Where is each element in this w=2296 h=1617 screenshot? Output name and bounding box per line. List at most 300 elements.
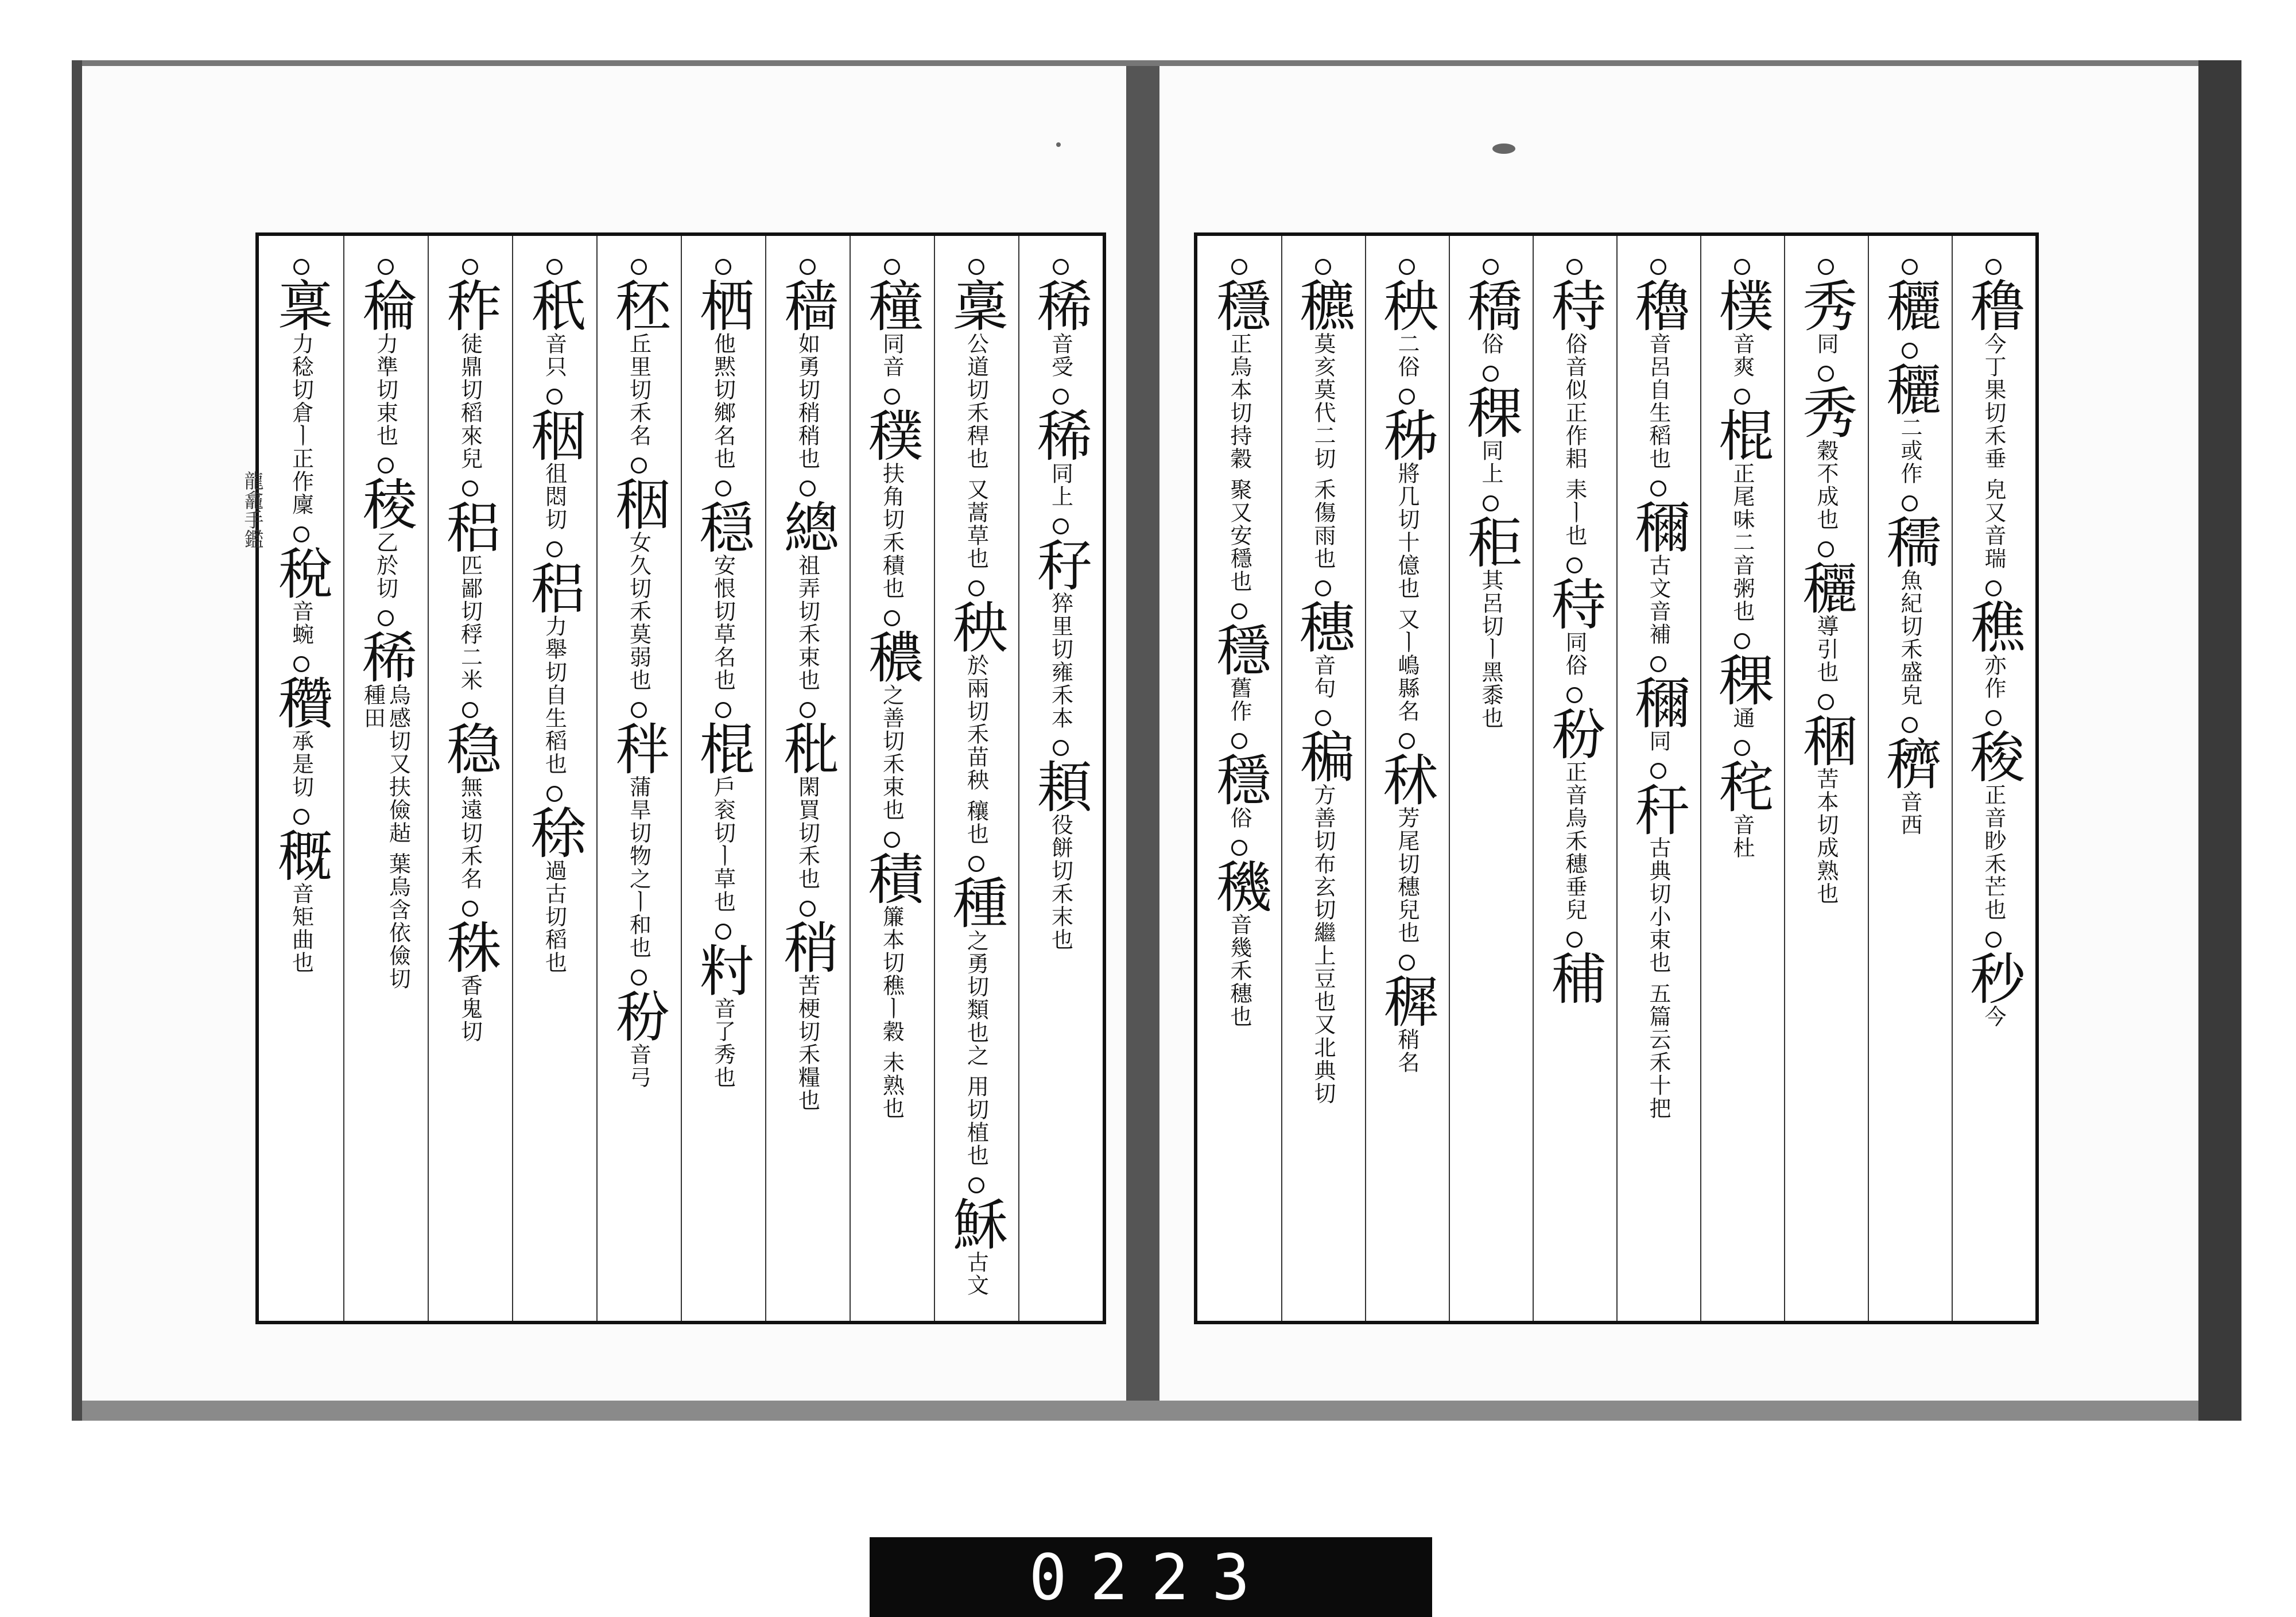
dictionary-entry bbox=[1627, 480, 1689, 646]
gloss-text: 女久切禾莫弱也 bbox=[626, 531, 651, 692]
headword: 頛 bbox=[1028, 758, 1093, 813]
column-rule bbox=[1018, 236, 1019, 1321]
headword: 穭 bbox=[1626, 277, 1690, 332]
column-rule bbox=[850, 236, 851, 1321]
text-column bbox=[604, 259, 673, 1099]
gloss-text: 音了秀也 bbox=[710, 997, 736, 1089]
headword: 秎 bbox=[606, 988, 671, 1043]
dictionary-entry bbox=[355, 610, 417, 1005]
headword: 稟 bbox=[269, 277, 333, 332]
left-page-edge bbox=[72, 60, 82, 1421]
entry-circle-icon bbox=[1053, 518, 1069, 534]
gloss-text: 過古切稻也 bbox=[541, 859, 567, 974]
gloss-text: 役餅切禾末也 bbox=[1048, 813, 1073, 951]
dictionary-entry bbox=[270, 656, 332, 798]
gloss-text: 正音烏禾穗垂兒 bbox=[1562, 761, 1587, 922]
headword: 稆 bbox=[522, 560, 587, 615]
headword: 稀 bbox=[353, 629, 418, 684]
dictionary-entry bbox=[1376, 733, 1438, 944]
dictionary-entry bbox=[1795, 541, 1857, 684]
gloss-text: 承是切 bbox=[288, 730, 314, 798]
dictionary-entry bbox=[1963, 259, 2024, 570]
headword: 穲 bbox=[1794, 560, 1858, 615]
book-gutter bbox=[1126, 60, 1159, 1421]
gloss-text: 通 bbox=[1729, 707, 1755, 730]
entry-circle-icon bbox=[546, 259, 563, 275]
dictionary-entry bbox=[608, 970, 670, 1089]
entry-circle-icon bbox=[631, 970, 647, 986]
gloss-text: 音蜿 bbox=[288, 600, 314, 646]
gloss-text: 同 bbox=[1646, 730, 1671, 753]
entry-circle-icon bbox=[462, 702, 478, 718]
headword: 秚 bbox=[606, 720, 671, 775]
dictionary-entry bbox=[861, 610, 923, 821]
entry-circle-icon bbox=[800, 702, 816, 718]
headword: 穛 bbox=[1961, 599, 2026, 654]
dictionary-entry bbox=[1543, 259, 1605, 547]
text-column bbox=[1959, 259, 2028, 1038]
entry-circle-icon bbox=[884, 610, 900, 626]
entry-circle-icon bbox=[968, 259, 984, 275]
headword: 穮 bbox=[1291, 277, 1355, 332]
headword: 秄 bbox=[1028, 537, 1093, 592]
gloss-text: 俗音似正作耜 耒ㅣ也 bbox=[1562, 332, 1587, 548]
headword: 稾 bbox=[944, 277, 1009, 332]
headword: 稄 bbox=[1961, 728, 2026, 784]
entry-circle-icon bbox=[1566, 687, 1583, 703]
entry-circle-icon bbox=[1315, 259, 1331, 275]
gloss-text: 音句 bbox=[1310, 654, 1336, 700]
entry-circle-icon bbox=[1053, 259, 1069, 275]
headword: 穗 bbox=[1291, 599, 1355, 654]
entry-circle-icon bbox=[715, 924, 731, 940]
headword: 籿 bbox=[691, 942, 755, 997]
dictionary-entry bbox=[439, 702, 501, 890]
dictionary-entry bbox=[1030, 389, 1092, 508]
gloss-text: 香鬼切 bbox=[457, 974, 483, 1043]
entry-circle-icon bbox=[546, 541, 563, 557]
entry-circle-icon bbox=[462, 901, 478, 917]
gloss-text: 猝里切雍禾本 bbox=[1048, 592, 1073, 730]
text-column bbox=[689, 259, 758, 1099]
headword: 樸 bbox=[1710, 277, 1774, 332]
entry-circle-icon bbox=[800, 259, 816, 275]
headword: 秲 bbox=[1542, 576, 1607, 631]
headword: 秎 bbox=[1542, 705, 1607, 761]
dictionary-entry bbox=[1460, 259, 1522, 355]
gloss-text: 穀不成也 bbox=[1813, 439, 1839, 531]
dictionary-entry bbox=[945, 856, 1007, 1167]
entry-circle-icon bbox=[800, 480, 816, 497]
entry-circle-icon bbox=[1902, 343, 1918, 359]
gloss-text: 祖弄切禾束也 bbox=[794, 554, 820, 692]
gloss-text: 導引也 bbox=[1813, 615, 1839, 684]
entry-circle-icon bbox=[1315, 710, 1331, 726]
gloss-text: 舊作 bbox=[1227, 677, 1252, 723]
headword: 秒 bbox=[1961, 950, 2026, 1006]
ink-speck bbox=[1056, 142, 1061, 147]
entry-circle-icon bbox=[715, 480, 731, 497]
headword: 棍 bbox=[1710, 407, 1774, 462]
entry-circle-icon bbox=[1818, 366, 1834, 382]
gloss-text: 今 bbox=[1981, 1005, 2006, 1029]
gloss-text: 苦本切成熟也 bbox=[1813, 767, 1839, 905]
gloss-text: 音幾禾穗也 bbox=[1227, 913, 1252, 1029]
text-column bbox=[1875, 259, 1944, 847]
entry-circle-icon bbox=[1566, 557, 1583, 573]
dictionary-entry bbox=[1292, 259, 1354, 570]
entry-circle-icon bbox=[1985, 259, 2002, 275]
right-page-edge bbox=[2198, 60, 2241, 1421]
entry-circle-icon bbox=[293, 526, 309, 542]
headword: 穤 bbox=[1878, 514, 1942, 569]
gloss-text: 蒲旱切物之ㅣ和也 bbox=[626, 775, 651, 959]
entry-circle-icon bbox=[1231, 259, 1247, 275]
column-rule bbox=[1533, 236, 1534, 1321]
gloss-text: 同音 bbox=[879, 332, 905, 378]
gloss-text: 亦作 bbox=[1981, 654, 2006, 700]
dictionary-entry bbox=[1030, 518, 1092, 730]
headword: 秺 bbox=[1710, 758, 1774, 813]
bottom-scan-band bbox=[82, 1401, 2198, 1421]
dictionary-entry bbox=[1711, 389, 1773, 623]
headword: 穠 bbox=[859, 629, 924, 684]
text-column bbox=[267, 259, 336, 984]
gloss-text: 之勇切類也之 用切植也 bbox=[963, 929, 989, 1168]
gloss-text: 苦梗切禾糧也 bbox=[794, 974, 820, 1112]
headword: 稜 bbox=[353, 476, 418, 531]
dictionary-entry bbox=[1627, 763, 1689, 1120]
text-column bbox=[858, 259, 926, 1130]
text-column bbox=[1026, 259, 1095, 961]
entry-circle-icon bbox=[293, 259, 309, 275]
headword: 總 bbox=[775, 499, 840, 554]
column-rule bbox=[681, 236, 682, 1321]
entry-circle-icon bbox=[968, 1177, 984, 1193]
dictionary-entry bbox=[1208, 733, 1270, 829]
column-rule bbox=[512, 236, 513, 1321]
entry-circle-icon bbox=[1818, 541, 1834, 557]
gloss-text: 簾本切穛ㅣ穀 未熟也 bbox=[879, 905, 905, 1120]
entry-circle-icon bbox=[1231, 840, 1247, 856]
dictionary-entry bbox=[945, 259, 1007, 570]
entry-circle-icon bbox=[1483, 495, 1499, 511]
gloss-text: 音弓 bbox=[626, 1043, 651, 1089]
headword: 秆 bbox=[1626, 781, 1690, 836]
headword: 稌 bbox=[522, 804, 587, 859]
gloss-text: 音呂自生稻也 bbox=[1646, 332, 1671, 470]
dictionary-entry bbox=[1376, 259, 1438, 378]
headword: 穩 bbox=[1207, 751, 1271, 807]
dictionary-entry bbox=[608, 259, 670, 447]
dictionary-entry bbox=[777, 702, 839, 890]
gloss-text: 烏感切又扶儉趈 葉烏含依儉切種田 bbox=[360, 684, 411, 991]
entry-circle-icon bbox=[293, 656, 309, 672]
dictionary-entry bbox=[1292, 580, 1354, 700]
spine-label: 龍龕手鑑 bbox=[241, 471, 263, 549]
entry-circle-icon bbox=[293, 809, 309, 825]
top-scan-band bbox=[82, 60, 2198, 66]
headword: 積 bbox=[859, 850, 924, 905]
gloss-text: 戶衮切ㅣ草也 bbox=[710, 775, 736, 913]
entry-circle-icon bbox=[1818, 694, 1834, 710]
gloss-text: 徒鼎切稻來兒 bbox=[457, 332, 483, 470]
gloss-text: 如勇切稍稍也 bbox=[794, 332, 820, 470]
headword: 秲 bbox=[1542, 277, 1607, 332]
headword: 穜 bbox=[859, 277, 924, 332]
headword: 穌 bbox=[944, 1196, 1009, 1251]
headword: 棍 bbox=[691, 720, 755, 775]
headword: 秬 bbox=[1459, 514, 1523, 569]
column-rule bbox=[1281, 236, 1282, 1321]
gloss-text: 稍名 bbox=[1394, 1028, 1420, 1075]
dictionary-entry bbox=[439, 259, 501, 470]
gloss-text: 古文 bbox=[963, 1251, 989, 1297]
headword: 稞 bbox=[1710, 652, 1774, 707]
headword: 穲 bbox=[1878, 361, 1942, 416]
gloss-text: 之善切禾束也 bbox=[879, 684, 905, 821]
text-column bbox=[1289, 259, 1358, 1115]
headword: 穚 bbox=[1459, 277, 1523, 332]
gloss-text: 力舉切自生稻也 bbox=[541, 615, 567, 775]
headword: 穪 bbox=[1626, 674, 1690, 730]
text-column bbox=[773, 259, 842, 1122]
entry-circle-icon bbox=[1985, 580, 2002, 596]
column-rule bbox=[1365, 236, 1366, 1321]
headword: 穖 bbox=[1207, 858, 1271, 914]
dictionary-entry bbox=[355, 259, 417, 447]
column-rule bbox=[1449, 236, 1450, 1321]
entry-circle-icon bbox=[1734, 740, 1750, 756]
headword: 穩 bbox=[1207, 277, 1271, 332]
column-rule bbox=[596, 236, 598, 1321]
dictionary-entry bbox=[1292, 710, 1354, 1105]
entry-circle-icon bbox=[1902, 259, 1918, 275]
text-column bbox=[1624, 259, 1693, 1130]
dictionary-entry bbox=[1543, 557, 1605, 677]
headword: 秭 bbox=[1375, 407, 1439, 462]
headword: 穪 bbox=[1626, 499, 1690, 554]
headword: 稨 bbox=[1291, 728, 1355, 784]
column-rule bbox=[1616, 236, 1618, 1321]
text-column bbox=[942, 259, 1011, 1307]
headword: 秀 bbox=[1794, 384, 1858, 439]
gloss-text: 力稔切倉ㅣ正作廩 bbox=[288, 332, 314, 516]
dictionary-entry bbox=[1543, 687, 1605, 921]
gloss-text: 徂悶切 bbox=[541, 462, 567, 531]
gloss-text: 音矩曲也 bbox=[288, 882, 314, 974]
headword: 秨 bbox=[437, 277, 502, 332]
gloss-text: 音受 bbox=[1048, 332, 1073, 378]
headword: 秵 bbox=[522, 407, 587, 462]
dictionary-entry bbox=[692, 480, 754, 692]
headword: 種 bbox=[944, 874, 1009, 930]
entry-circle-icon bbox=[1399, 259, 1415, 275]
left-page-frame bbox=[255, 232, 1106, 1324]
headword: 秵 bbox=[606, 476, 671, 531]
gloss-text: 乙於切 bbox=[373, 531, 398, 600]
dictionary-entry bbox=[861, 832, 923, 1120]
headword: 穊 bbox=[269, 827, 333, 882]
dictionary-entry bbox=[777, 901, 839, 1112]
dictionary-entry bbox=[777, 480, 839, 692]
text-column bbox=[436, 259, 505, 1053]
column-rule bbox=[765, 236, 766, 1321]
dictionary-entry bbox=[608, 702, 670, 959]
dictionary-entry bbox=[945, 1177, 1007, 1297]
headword: 穉 bbox=[1375, 973, 1439, 1029]
gloss-text: 正烏本切持穀 聚又安穩也 bbox=[1227, 332, 1252, 594]
entry-circle-icon bbox=[1902, 717, 1918, 733]
dictionary-entry bbox=[1795, 259, 1857, 355]
text-column bbox=[1205, 259, 1274, 1038]
archive-number-stamp: 0223 bbox=[870, 1537, 1432, 1617]
gloss-text: 其呂切ㅣ黑黍也 bbox=[1478, 569, 1503, 730]
text-column bbox=[1456, 259, 1525, 740]
entry-circle-icon bbox=[1985, 932, 2002, 948]
entry-circle-icon bbox=[715, 259, 731, 275]
headword: 秖 bbox=[522, 277, 587, 332]
headword: 秫 bbox=[1375, 751, 1439, 807]
dictionary-entry bbox=[1627, 259, 1689, 470]
column-rule bbox=[1784, 236, 1785, 1321]
headword: 秠 bbox=[606, 277, 671, 332]
headword: 穲 bbox=[1878, 277, 1942, 332]
dictionary-entry bbox=[861, 259, 923, 378]
headword: 稞 bbox=[1459, 384, 1523, 439]
gloss-text: 將几切十億也 又ㅣ嶋縣名 bbox=[1394, 462, 1420, 723]
gloss-text: 無遠切禾名 bbox=[457, 775, 483, 890]
headword: 稛 bbox=[1794, 712, 1858, 767]
gloss-text: 力準切束也 bbox=[373, 332, 398, 447]
gloss-text: 正音眇禾芒也 bbox=[1981, 784, 2006, 922]
entry-circle-icon bbox=[462, 259, 478, 275]
entry-circle-icon bbox=[1231, 733, 1247, 749]
dictionary-entry bbox=[1460, 495, 1522, 730]
entry-circle-icon bbox=[462, 480, 478, 497]
headword: 稀 bbox=[1028, 407, 1093, 462]
headword: 穧 bbox=[1878, 735, 1942, 790]
headword: 秕 bbox=[775, 720, 840, 775]
dictionary-entry bbox=[777, 259, 839, 470]
gloss-text: 安恨切草名也 bbox=[710, 554, 736, 692]
headword: 穞 bbox=[1961, 277, 2026, 332]
entry-circle-icon bbox=[378, 457, 394, 474]
gloss-text: 俗 bbox=[1478, 332, 1503, 355]
entry-circle-icon bbox=[1399, 733, 1415, 749]
headword: 秧 bbox=[1375, 277, 1439, 332]
gloss-text: 音只 bbox=[541, 332, 567, 378]
entry-circle-icon bbox=[631, 259, 647, 275]
dictionary-entry bbox=[1879, 717, 1941, 836]
gloss-text: 閑買切禾也 bbox=[794, 775, 820, 890]
entry-circle-icon bbox=[884, 389, 900, 405]
headword: 秼 bbox=[437, 919, 502, 974]
dictionary-entry bbox=[439, 901, 501, 1043]
entry-circle-icon bbox=[1399, 955, 1415, 971]
gloss-text: 二或作 bbox=[1897, 416, 1922, 485]
entry-circle-icon bbox=[1650, 480, 1666, 497]
entry-circle-icon bbox=[1053, 389, 1069, 405]
dictionary-entry bbox=[1460, 366, 1522, 485]
dictionary-entry bbox=[1879, 343, 1941, 485]
dictionary-entry bbox=[1030, 740, 1092, 951]
gloss-text: 二俗 bbox=[1394, 332, 1420, 378]
headword: 穑 bbox=[775, 277, 840, 332]
gloss-text: 芳尾切穗兒也 bbox=[1394, 806, 1420, 945]
entry-circle-icon bbox=[1902, 495, 1918, 511]
headword: 秧 bbox=[944, 599, 1009, 654]
dictionary-entry bbox=[270, 526, 332, 646]
gloss-text: 同俗 bbox=[1562, 631, 1587, 677]
gloss-text: 音爽 bbox=[1729, 332, 1755, 378]
entry-circle-icon bbox=[968, 580, 984, 596]
text-column bbox=[351, 259, 420, 1015]
dictionary-entry bbox=[1879, 259, 1941, 332]
dictionary-entry bbox=[1208, 603, 1270, 723]
entry-circle-icon bbox=[1399, 389, 1415, 405]
dictionary-entry bbox=[523, 786, 585, 974]
entry-circle-icon bbox=[884, 259, 900, 275]
dictionary-entry bbox=[270, 809, 332, 974]
gloss-text: 古文音補 bbox=[1646, 554, 1671, 646]
entry-circle-icon bbox=[1650, 763, 1666, 779]
dictionary-entry bbox=[355, 457, 417, 600]
headword: 穳 bbox=[269, 674, 333, 730]
dictionary-entry bbox=[1208, 840, 1270, 1028]
dictionary-entry bbox=[608, 457, 670, 692]
entry-circle-icon bbox=[1650, 259, 1666, 275]
entry-circle-icon bbox=[1734, 259, 1750, 275]
dictionary-entry bbox=[1711, 633, 1773, 730]
text-column bbox=[1708, 259, 1777, 870]
entry-circle-icon bbox=[378, 610, 394, 626]
headword: 稳 bbox=[437, 720, 502, 775]
gloss-text: 丘里切禾名 bbox=[626, 332, 651, 447]
column-rule bbox=[343, 236, 344, 1321]
entry-circle-icon bbox=[378, 259, 394, 275]
dictionary-entry bbox=[945, 580, 1007, 846]
dictionary-entry bbox=[1208, 259, 1270, 593]
headword: 稅 bbox=[269, 545, 333, 600]
gloss-text: 音杜 bbox=[1729, 813, 1755, 859]
gloss-text: 古典切小束也 五篇云禾十把 bbox=[1646, 836, 1671, 1120]
gloss-text: 音西 bbox=[1897, 790, 1922, 836]
entry-circle-icon bbox=[1053, 740, 1069, 756]
dictionary-entry bbox=[270, 259, 332, 516]
dictionary-entry bbox=[1376, 389, 1438, 723]
dictionary-entry bbox=[523, 541, 585, 775]
column-rule bbox=[428, 236, 429, 1321]
entry-circle-icon bbox=[1566, 259, 1583, 275]
dictionary-entry bbox=[692, 259, 754, 470]
gloss-text: 俗 bbox=[1227, 806, 1252, 830]
gloss-text: 他黙切鄉名也 bbox=[710, 332, 736, 470]
dictionary-entry bbox=[692, 702, 754, 913]
entry-circle-icon bbox=[1734, 633, 1750, 649]
dictionary-entry bbox=[1543, 932, 1605, 1005]
entry-circle-icon bbox=[800, 901, 816, 917]
entry-circle-icon bbox=[968, 856, 984, 872]
dictionary-entry bbox=[439, 480, 501, 692]
headword: 穩 bbox=[1207, 622, 1271, 677]
dictionary-entry bbox=[1711, 740, 1773, 859]
right-page-frame bbox=[1194, 232, 2039, 1324]
dictionary-entry bbox=[1963, 580, 2024, 700]
gloss-text: 匹鄙切稃二米 bbox=[457, 554, 483, 692]
entry-circle-icon bbox=[884, 832, 900, 848]
dictionary-entry bbox=[1030, 259, 1092, 378]
